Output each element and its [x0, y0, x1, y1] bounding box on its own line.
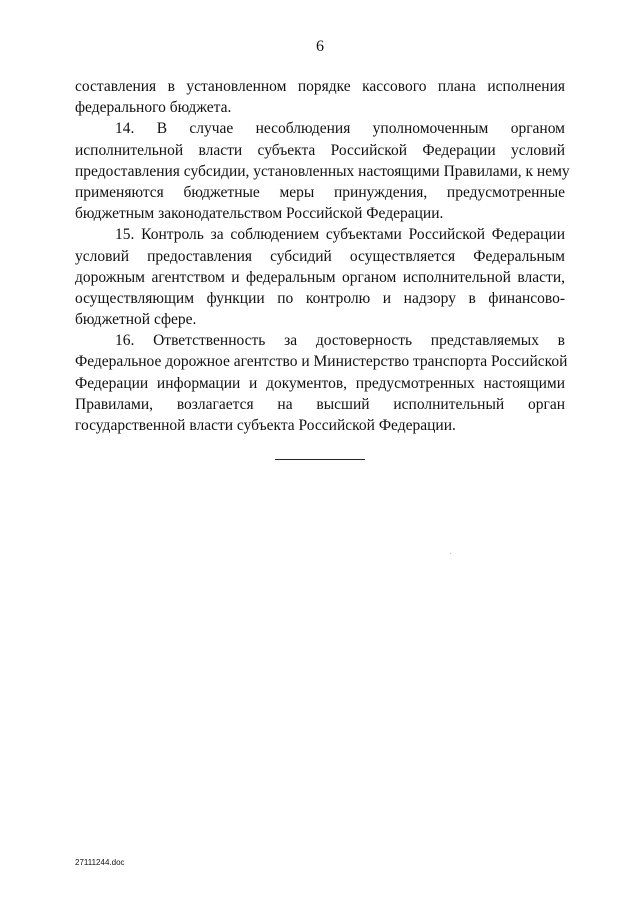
text-line: бюджетной сфере. [75, 311, 197, 329]
text-line: Федеральное дорожное агентство и Министерство транспорта Российской [75, 353, 568, 371]
text-line: 15. Контроль за соблюдением субъектами Российской Федерации [115, 226, 565, 244]
text-line: федерального бюджета. [75, 99, 232, 117]
document-body [75, 76, 570, 436]
text-line: условий предоставления субсидий осуществляется Федеральным [75, 247, 565, 265]
text-line: Федерации информации и документов, предусмотренных настоящими [75, 374, 565, 392]
text-line: дорожным агентством и федеральным органом исполнительной власти, [75, 268, 565, 286]
text-line: 16. Ответственность за достоверность представляемых в [115, 332, 565, 350]
paragraph-15 [75, 224, 565, 330]
page-number: 6 [316, 38, 324, 55]
text-line: осуществляющим функции по контролю и надзору в финансово- [75, 289, 565, 307]
paragraph-continuation [75, 76, 565, 118]
text-line: составления в установленном порядке кассового плана исполнения [75, 78, 565, 95]
text-line: государственной власти субъекта Российской Федерации. [75, 417, 456, 434]
text-line: 14. В случае несоблюдения уполномоченным органом [115, 120, 565, 138]
text-line: Правилами, возлагается на высший исполнительный орган [75, 395, 565, 413]
end-of-text-separator [275, 459, 365, 460]
paragraph-16 [75, 330, 568, 436]
text-line: бюджетным законодательством Российской Федерации. [75, 205, 444, 223]
scan-artifact [450, 553, 451, 554]
footer-filename: 27111244.doc [75, 858, 125, 867]
text-line: исполнительной власти субъекта Российской Федерации условий [75, 141, 565, 159]
text-line: предоставления субсидии, установленных настоящими Правилами, к нему [75, 162, 570, 180]
text-line: применяются бюджетные меры принуждения, предусмотренные [75, 183, 565, 201]
paragraph-14 [75, 118, 570, 224]
